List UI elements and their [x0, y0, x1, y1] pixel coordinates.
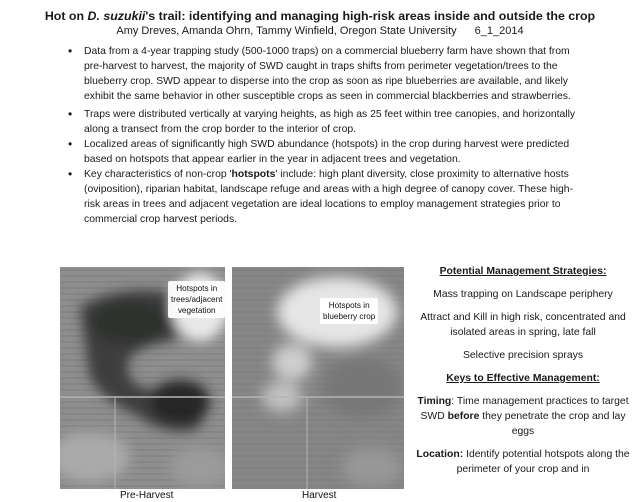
poster-title: Hot on D. suzukii's trail: identifying and managing high-risk areas inside and outside the crop: [44, 9, 596, 23]
strategy-item: Attract and Kill in high risk, concentrated and isolated areas in spring, late fall: [420, 312, 626, 338]
bullet-item: • Traps were distributed vertically at varying heights, as high as 25 feet within tree canopies, and horizontally along a transect from the crop border to the interior of crop.: [84, 107, 584, 137]
hotspots-term: hotspots: [231, 169, 276, 180]
harvest-caption: Harvest: [302, 490, 337, 501]
harvest-hotspot-label: Hotspots in blueberry crop: [320, 298, 378, 324]
timing-item: Timing: Time management practices to target SWD before they penetrate the crop and lay eggs: [417, 396, 629, 437]
date: 6_1_2014: [474, 25, 524, 37]
management-panel: [406, 264, 640, 485]
location-item: Location: Identify potential hotspots along the perimeter of your crop and in: [416, 449, 630, 475]
strategy-item: Selective precision sprays: [462, 350, 584, 361]
pre-harvest-map: [60, 267, 225, 489]
keys-heading: Keys to Effective Management:: [446, 373, 600, 384]
pre-harvest-caption: Pre-Harvest: [120, 490, 174, 501]
harvest-heatmap: [232, 267, 404, 489]
findings-list: [84, 44, 584, 227]
bullet-item: • Key characteristics of non-crop 'hotspots' include: high plant diversity, close proximity to alternative hosts (oviposition), riparian habitat, landscape refuge and areas with a high degree of canopy cover. These high-risk areas in trees and adjacent vegetation are ideal locations to employ management strategies prior to commercial crop harvest periods.: [84, 167, 584, 227]
harvest-map: [232, 267, 404, 489]
pre-harvest-hotspot-label: Hotspots in trees/adjacent vegetation: [168, 281, 225, 318]
strategy-item: Mass trapping on Landscape periphery: [433, 289, 613, 300]
authors-line: [0, 25, 640, 37]
bullet-item: • Localized areas of significantly high SWD abundance (hotspots) in the crop during harvest were predicted based on hotspots that appear earlier in the year in adjacent trees and vegetation.: [84, 137, 584, 167]
bullet-item: • Data from a 4-year trapping study (500-1000 traps) on a commercial blueberry farm have shown that from pre-harvest to harvest, the majority of SWD caught in traps shifts from perimeter vegetation/trees to the blueberry crop. SWD appear to disperse into the crop as soon as ripe blueberries are available, and likely exhibit the same behavior in other susceptible crops as seen in commercial blackberries and strawberries.: [84, 44, 584, 104]
authors: Amy Dreves, Amanda Ohrn, Tammy Winfield, Oregon State University: [116, 25, 457, 37]
species-name: D. suzukii: [87, 9, 146, 23]
strategies-heading: Potential Management Strategies:: [439, 266, 607, 277]
